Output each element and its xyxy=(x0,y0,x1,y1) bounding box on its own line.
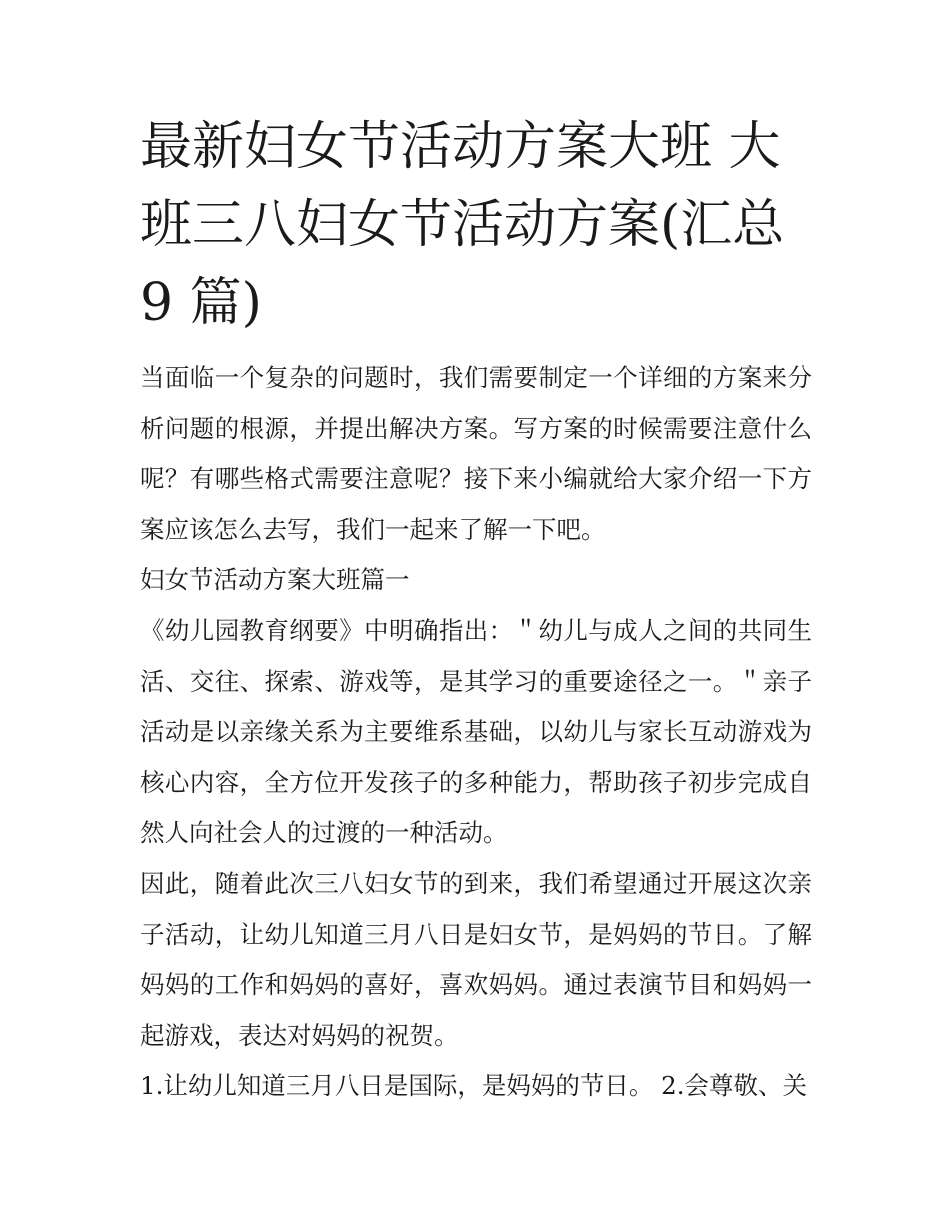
document-title: 最新妇女节活动方案大班 大班三八妇女节活动方案(汇总 9 篇) xyxy=(140,117,785,333)
body-paragraph: 因此，随着此次三八妇女节的到来，我们希望通过开展这次亲子活动，让幼儿知道三月八日是妇女节，是妈妈的节日。了解妈妈的工作和妈妈的喜好，喜欢妈妈。通过表演节目和妈妈一起游戏，表达对妈妈的祝贺。 xyxy=(140,868,812,1050)
section-heading: 妇女节活动方案大班篇一 xyxy=(140,565,410,595)
goal-list-item: 1.让幼儿知道三月八日是国际，是妈妈的节日。 2.会尊敬、关 xyxy=(140,1071,808,1101)
body-paragraph: 《幼儿园教育纲要》中明确指出：＂幼儿与成人之间的共同生活、交往、探索、游戏等，是其学习的重要途径之一。＂亲子活动是以亲缘关系为主要维系基础，以幼儿与家长互动游戏为核心内容，全方位开发孩子的多种能力，帮助孩子初步完成自然人向社会人的过渡的一种活动。 xyxy=(140,615,812,848)
intro-paragraph: 当面临一个复杂的问题时，我们需要制定一个详细的方案来分析问题的根源，并提出解决方案。写方案的时候需要注意什么呢？有哪些格式需要注意呢？接下来小编就给大家介绍一下方案应该怎么去写，我们一起来了解一下吧。 xyxy=(140,363,812,544)
document-body xyxy=(140,353,812,1112)
